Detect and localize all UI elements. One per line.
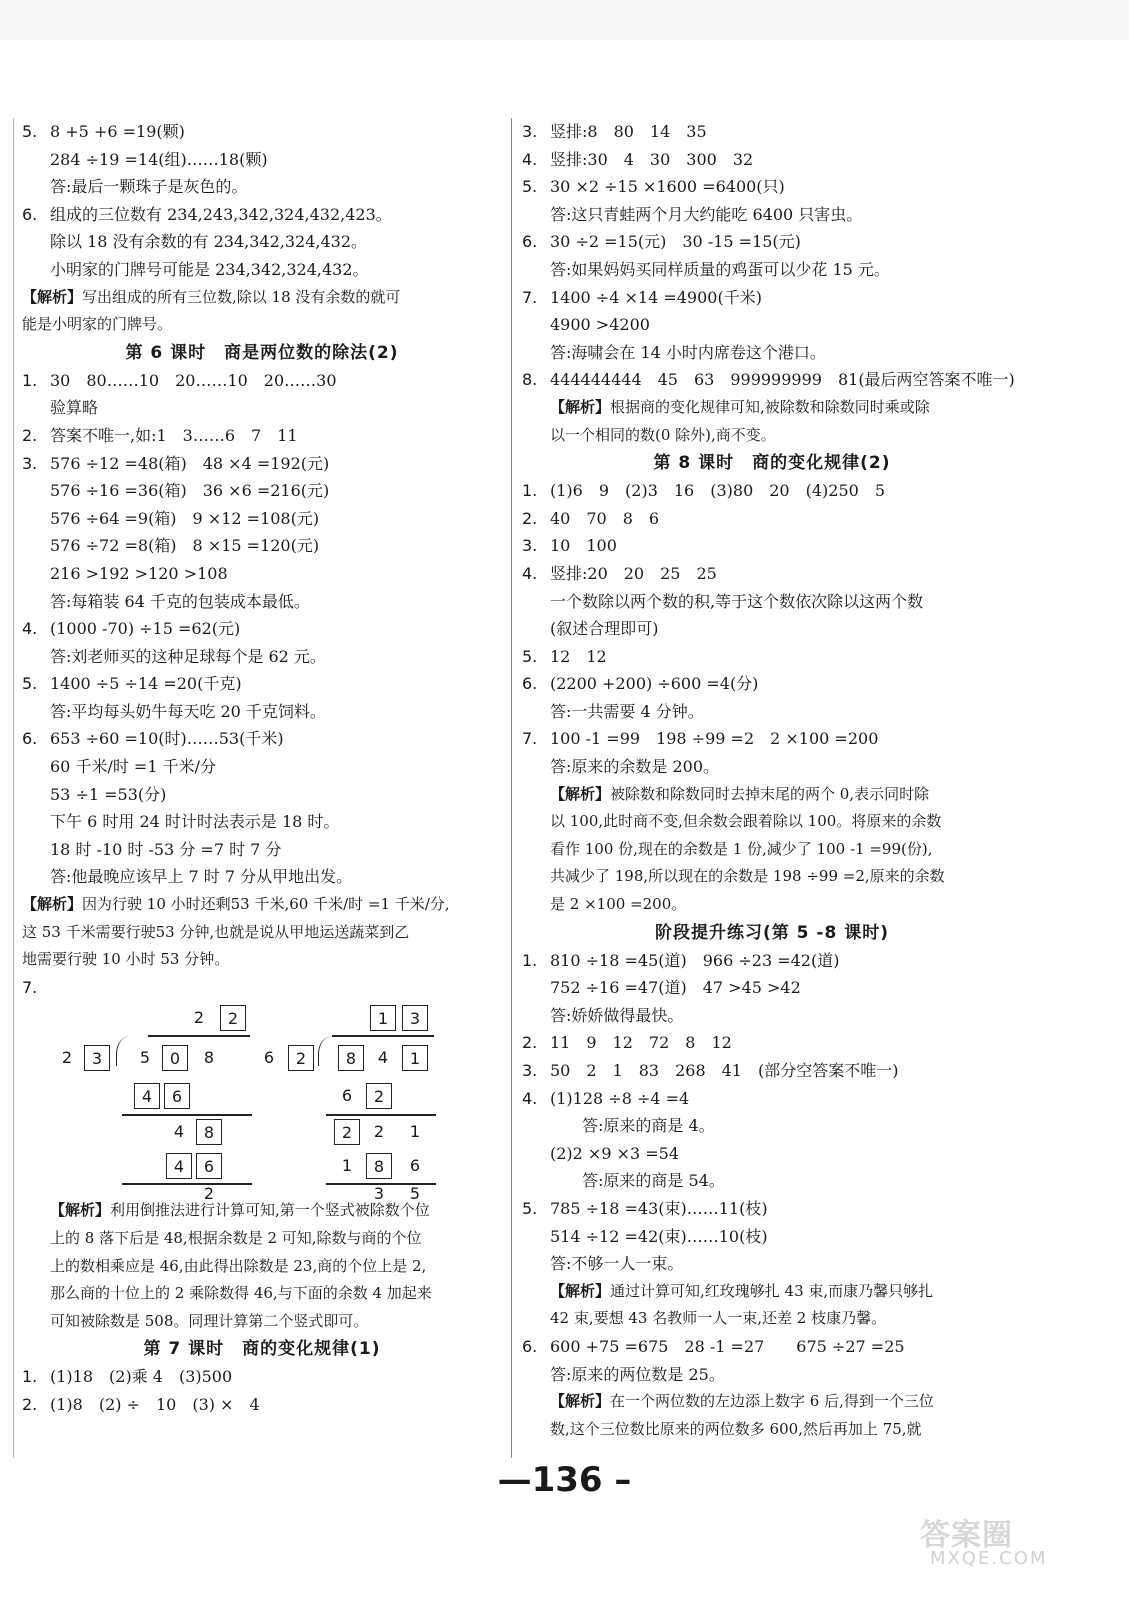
analysis-text: 以一个相同的数(0 除外),商不变。 [550,425,776,444]
answer-line [22,836,502,864]
question-line [522,1195,1022,1223]
analysis-text: 可知被除数是 508。同理计算第二个竖式即可。 [50,1311,369,1330]
remainder-digit-box: 2 [334,1119,360,1145]
question-line [522,284,1022,312]
answer-text: 竖排:20 20 25 25 [550,563,717,583]
answer-line: 答:原来的商是 4。 [582,1116,715,1136]
analysis-text: 看作 100 份,现在的余数是 1 份,减少了 100 -1 =99(份), [550,839,933,858]
product-digit-box: 6 [164,1083,190,1109]
quotient-digit-box: 3 [402,1005,428,1031]
answer-text: (1)128 ÷8 ÷4 =4 [550,1088,690,1108]
analysis-text: 这 53 千米需要行驶53 分钟,也就是说从甲地运送蔬菜到乙 [22,922,410,941]
question-number: 2. [22,1394,38,1414]
division-bar [332,1035,434,1037]
product-digit-box: 4 [166,1153,192,1179]
answer-text: 答:刘老师买的这种足球每个是 62 元。 [50,646,326,666]
section-heading-stage-practice: 阶段提升练习(第 5 -8 课时) [654,922,889,943]
answer-text: (1)18 (2)乘 4 (3)500 [50,1367,233,1387]
analysis-tag: 【解析】 [22,287,83,306]
question-number: 4. [522,149,538,169]
answer-text: 答:娇娇做得最快。 [550,1005,684,1025]
question-number: 6. [22,729,38,749]
question-number: 1. [22,1367,38,1387]
analysis-text: 地需要行驶 10 小时 53 分钟。 [22,950,230,969]
answer-text: 514 ÷12 =42(束)……10(枝) [550,1226,768,1246]
quotient-digit-box: 2 [220,1005,246,1031]
product-digit: 6 [409,1156,421,1176]
analysis-note [22,1197,502,1225]
answer-line [522,974,1022,1002]
answer-text: (1000 -70) ÷15 =62(元) [50,619,241,639]
answer-text: 10 100 [550,536,617,556]
answer-text: 810 ÷18 =45(道) 966 ÷23 =42(道) [550,950,840,970]
right-answers-a [522,118,1022,394]
answer-text: 30 ×2 ÷15 ×1600 =6400(只) [550,177,785,197]
dividend-digit: 4 [377,1048,389,1068]
question-number: 1. [22,370,38,390]
question-number: 7. [522,287,538,307]
question-number: 2. [522,508,538,528]
analysis-text: 被除数和除数同时去掉末尾的两个 0,表示同时除 [610,784,930,803]
analysis-note [522,781,1022,809]
answer-line [522,615,1022,643]
answer-line [22,505,502,533]
divisor-digit-box: 3 [84,1045,110,1071]
analysis-note [22,284,502,312]
right-answers-c [522,947,1022,1113]
answer-text: 100 -1 =99 198 ÷99 =2 2 ×100 =200 [550,729,879,749]
answer-line [522,753,1022,781]
remainder-digit: 4 [173,1122,185,1142]
answer-line: (2)2 ×9 ×3 =54 [550,1143,680,1163]
answer-line [22,173,502,201]
final-remainder: 3 [373,1184,385,1204]
answer-line [522,698,1022,726]
question-number: 8. [522,370,538,390]
answer-text: 576 ÷12 =48(箱) 48 ×4 =192(元) [50,453,330,473]
answer-text: 18 时 -10 时 -53 分 =7 时 7 分 [50,839,282,859]
answer-text: 30 80……10 20……10 20……30 [50,370,337,390]
answer-text: 答:不够一人一束。 [550,1254,684,1274]
answer-text: 785 ÷18 =43(束)……11(枝) [550,1198,768,1218]
question-number: 5. [522,177,538,197]
question-number: 6. [522,674,538,694]
answer-line [22,808,502,836]
analysis-text: 在一个两位数的左边添上数字 6 后,得到一个三位 [610,1392,934,1411]
answer-text: 8 +5 +6 =19(颗) [50,122,185,141]
question-line [22,422,502,450]
question-line [522,560,1022,588]
analysis-text: 是 2 ×100 =200。 [550,895,687,914]
divisor-digit-box: 2 [288,1045,314,1071]
analysis-text: 数,这个三位数比原来的两位数多 600,然后再加上 75,就 [550,1419,922,1438]
answer-text: 284 ÷19 =14(组)……18(颗) [50,149,268,169]
answer-text: (2200 +200) ÷600 =4(分) [550,674,759,694]
product-digit-box: 2 [366,1083,392,1109]
question-line [22,367,502,395]
product-digit-box: 8 [366,1153,392,1179]
question-number: 5. [522,1198,538,1218]
answer-text: 576 ÷64 =9(箱) 9 ×12 =108(元) [50,508,320,528]
product-digit-box: 6 [196,1153,222,1179]
question-number: 3. [522,122,538,141]
final-remainder: 5 [409,1184,421,1204]
analysis-note [522,1388,1022,1416]
answer-text: 竖排:30 4 30 300 32 [550,149,754,169]
answer-text: (叙述合理即可) [550,619,659,639]
answer-text: 答:这只青蛙两个月大约能吃 6400 只害虫。 [550,204,863,224]
answer-text: (1)8 (2) ÷ 10 (3) × 4 [50,1394,260,1414]
question-line [522,947,1022,975]
answer-line [22,477,502,505]
question-line [522,643,1022,671]
question-number: 3. [522,536,538,556]
question-number: 2. [22,425,38,445]
answer-text: 576 ÷72 =8(箱) 8 ×15 =120(元) [50,536,320,556]
analysis-note [22,891,502,919]
analysis-text: 共减少了 198,所以现在的余数是 198 ÷99 =2,原来的余数 [550,867,945,886]
analysis-tag: 【解析】 [50,1201,111,1220]
question-line [22,1363,502,1391]
division-bar [148,1035,250,1037]
answer-text: 600 +75 =675 28 -1 =27 675 ÷27 =25 [550,1336,905,1356]
answer-text: 1400 ÷4 ×14 =4900(千米) [550,287,762,307]
answer-text: 一个数除以两个数的积,等于这个数依次除以这两个数 [550,591,924,611]
answer-line [22,532,502,560]
section-heading-lesson-6: 第 6 课时 商是两位数的除法(2) [125,342,399,363]
analysis-text: 利用倒推法进行计算可知,第一个竖式被除数个位 [110,1201,430,1220]
answer-line [522,339,1022,367]
question-line [522,228,1022,256]
question-number: 5. [522,646,538,666]
question-number: 6. [522,1336,538,1356]
analysis-text: 根据商的变化规律可知,被除数和除数同时乘或除 [610,397,930,416]
left-answers-b [22,367,502,891]
question-line [522,1057,1022,1085]
answer-text: 53 ÷1 =53(分) [50,784,167,804]
answer-text: 答:每箱装 64 千克的包装成本最低。 [50,591,310,611]
answer-line [22,588,502,616]
answer-text: 答:他最晚应该早上 7 时 7 分从甲地出发。 [50,867,353,887]
answer-line [522,1223,1022,1251]
subtraction-line [326,1114,436,1116]
analysis-text: 42 束,要想 43 名教师一人一束,还差 2 枝康乃馨。 [550,1309,887,1328]
product-digit: 6 [341,1086,353,1106]
question-line [22,118,502,146]
answer-text: 1400 ÷5 ÷14 =20(千克) [50,674,242,694]
answer-text: 30 ÷2 =15(元) 30 -15 =15(元) [550,232,801,252]
dividend-digit-box: 1 [402,1045,428,1071]
page-number: —136 – [497,1460,632,1500]
divisor-digit: 6 [263,1048,275,1068]
question-number: 4. [22,619,38,639]
answer-line [522,201,1022,229]
analysis-tag: 【解析】 [550,1392,611,1411]
answer-text: 答:原来的两位数是 25。 [550,1364,725,1384]
question-line [522,1333,1022,1361]
analysis-tag: 【解析】 [550,397,611,416]
answer-line [522,1361,1022,1389]
answer-line [522,588,1022,616]
question-number: 4. [522,563,538,583]
analysis-note [522,1278,1022,1306]
final-remainder: 2 [203,1184,215,1204]
answer-text: 下午 6 时用 24 时计时法表示是 18 时。 [50,812,340,832]
answer-line [22,698,502,726]
right-answers-b [522,477,1022,781]
analysis-text: 上的 8 落下后是 48,根据余数是 2 可知,除数与商的个位 [50,1229,422,1247]
question-number: 2. [522,1033,538,1053]
question-number: 1. [522,481,538,501]
section-heading-lesson-8: 第 8 课时 商的变化规律(2) [653,453,891,474]
answer-line: 答:原来的商是 54。 [582,1171,725,1191]
answer-text: 竖排:8 80 14 35 [550,122,707,141]
answer-text: 60 千米/时 =1 千米/分 [50,757,216,777]
question-line [522,1085,1022,1113]
answer-text: 444444444 45 63 999999999 81(最后两空答案不唯一) [550,370,1015,390]
answer-text: 12 12 [550,646,607,666]
answer-line [22,228,502,256]
analysis-text: 能是小明家的门牌号。 [22,315,173,334]
answer-text: 653 ÷60 =10(时)……53(千米) [50,729,284,749]
question-line [522,532,1022,560]
question-number: 6. [522,232,538,252]
question-line [522,477,1022,505]
remainder-digit-box: 8 [196,1119,222,1145]
question-number: 1. [522,950,538,970]
question-number: 7. [522,729,538,749]
watermark-url: MXQE.COM [930,1548,1048,1569]
subtraction-line [122,1114,252,1116]
dividend-digit: 8 [203,1048,215,1068]
divisor-digit: 2 [61,1048,73,1068]
long-division-figures [50,1001,502,1204]
answer-text: 除以 18 没有余数的有 234,342,324,432。 [50,232,368,252]
question-line [522,725,1022,753]
question-7-label: 7. [22,977,38,997]
dividend-digit: 5 [139,1048,151,1068]
answer-text: 576 ÷16 =36(箱) 36 ×6 =216(元) [50,481,330,501]
answer-text: 验算略 [50,398,99,418]
answer-text: 小明家的门牌号可能是 234,342,324,432。 [50,259,369,279]
answer-text: 40 70 8 6 [550,508,660,528]
answer-text: 216 >192 >120 >108 [50,563,228,583]
analysis-tag: 【解析】 [550,1281,611,1300]
section-heading-lesson-7: 第 7 课时 商的变化规律(1) [143,1339,381,1360]
question-line [522,1029,1022,1057]
dividend-digit-box: 8 [338,1045,364,1071]
answer-text: 4900 >4200 [550,315,650,335]
answer-line [22,781,502,809]
question-line [22,615,502,643]
question-number: 4. [522,1088,538,1108]
top-band [0,0,1129,40]
analysis-text: 因为行驶 10 小时还剩53 千米,60 千米/时 =1 千米/分, [82,895,450,914]
question-number: 5. [22,674,38,694]
analysis-tag: 【解析】 [550,784,611,803]
quotient-digit-box: 1 [370,1005,396,1031]
answer-text: 50 2 1 83 268 41 (部分空答案不唯一) [550,1061,899,1080]
question-number: 5. [22,122,38,141]
question-line [22,1391,502,1419]
answer-text: 11 9 12 72 8 12 [550,1033,732,1053]
analysis-tag: 【解析】 [22,895,83,914]
answer-text: 答:原来的余数是 200。 [550,757,720,777]
answer-text: 答案不唯一,如:1 3……6 7 11 [50,425,298,445]
product-digit-box: 4 [134,1083,160,1109]
right-answers-e [522,1333,1022,1388]
question-line [22,725,502,753]
answer-line [522,1250,1022,1278]
answer-text: (1)6 9 (2)3 16 (3)80 20 (4)250 5 [550,481,885,501]
question-line [522,366,1022,394]
quotient-digit: 2 [193,1008,205,1028]
question-line [22,201,502,229]
left-answers-a [22,118,502,284]
analysis-text: 上的数相乘应是 46,由此得出除数是 23,商的个位上是 2, [50,1256,427,1275]
product-digit: 1 [341,1156,353,1176]
analysis-text: 以 100,此时商不变,但余数会跟着除以 100。将原来的余数 [550,812,942,831]
answer-text: 752 ÷16 =47(道) 47 >45 >42 [550,978,801,998]
analysis-note [522,394,1022,422]
question-line [522,670,1022,698]
answer-line [22,863,502,891]
division-bracket [116,1036,131,1066]
question-line [22,670,502,698]
left-margin-rule [13,118,14,1458]
answer-line [22,643,502,671]
column-divider [511,118,512,1458]
remainder-digit: 1 [409,1122,421,1142]
question-line [522,146,1022,174]
right-column [522,118,1022,1443]
question-line [522,505,1022,533]
watermark-logo: 答案圈 [920,1518,1013,1553]
left-column [22,118,502,1419]
analysis-text: 那么商的十位上的 2 乘除数得 46,与下面的余数 4 加起来 [50,1284,432,1303]
question-line [522,118,1022,146]
division-bracket [318,1036,333,1066]
right-answers-d [522,1195,1022,1278]
question-number: 3. [22,453,38,473]
remainder-digit: 2 [373,1122,385,1142]
analysis-text: 写出组成的所有三位数,除以 18 没有余数的就可 [82,287,401,306]
answer-line [22,146,502,174]
left-answers-c [22,1363,502,1418]
answer-line [522,1002,1022,1030]
subtraction-line [122,1183,252,1185]
question-line [522,173,1022,201]
answer-text: 答:一共需要 4 分钟。 [550,701,704,721]
answer-line [522,256,1022,284]
question-line [22,450,502,478]
analysis-text: 通过计算可知,红玫瑰够扎 43 束,而康乃馨只够扎 [610,1281,934,1300]
answer-text: 组成的三位数有 234,243,342,324,432,423。 [50,204,392,224]
answer-text: 答:平均每头奶牛每天吃 20 千克饲料。 [50,701,326,721]
answer-text: 答:海啸会在 14 小时内席卷这个港口。 [550,342,826,362]
question-number: 3. [522,1061,538,1080]
answer-line [22,256,502,284]
answer-line [22,560,502,588]
answer-line [522,311,1022,339]
answer-text: 答:最后一颗珠子是灰色的。 [50,177,248,197]
answer-line [22,394,502,422]
answer-text: 答:如果妈妈买同样质量的鸡蛋可以少花 15 元。 [550,259,890,279]
question-number: 6. [22,204,38,224]
answer-line [22,753,502,781]
dividend-digit-box: 0 [162,1045,188,1071]
